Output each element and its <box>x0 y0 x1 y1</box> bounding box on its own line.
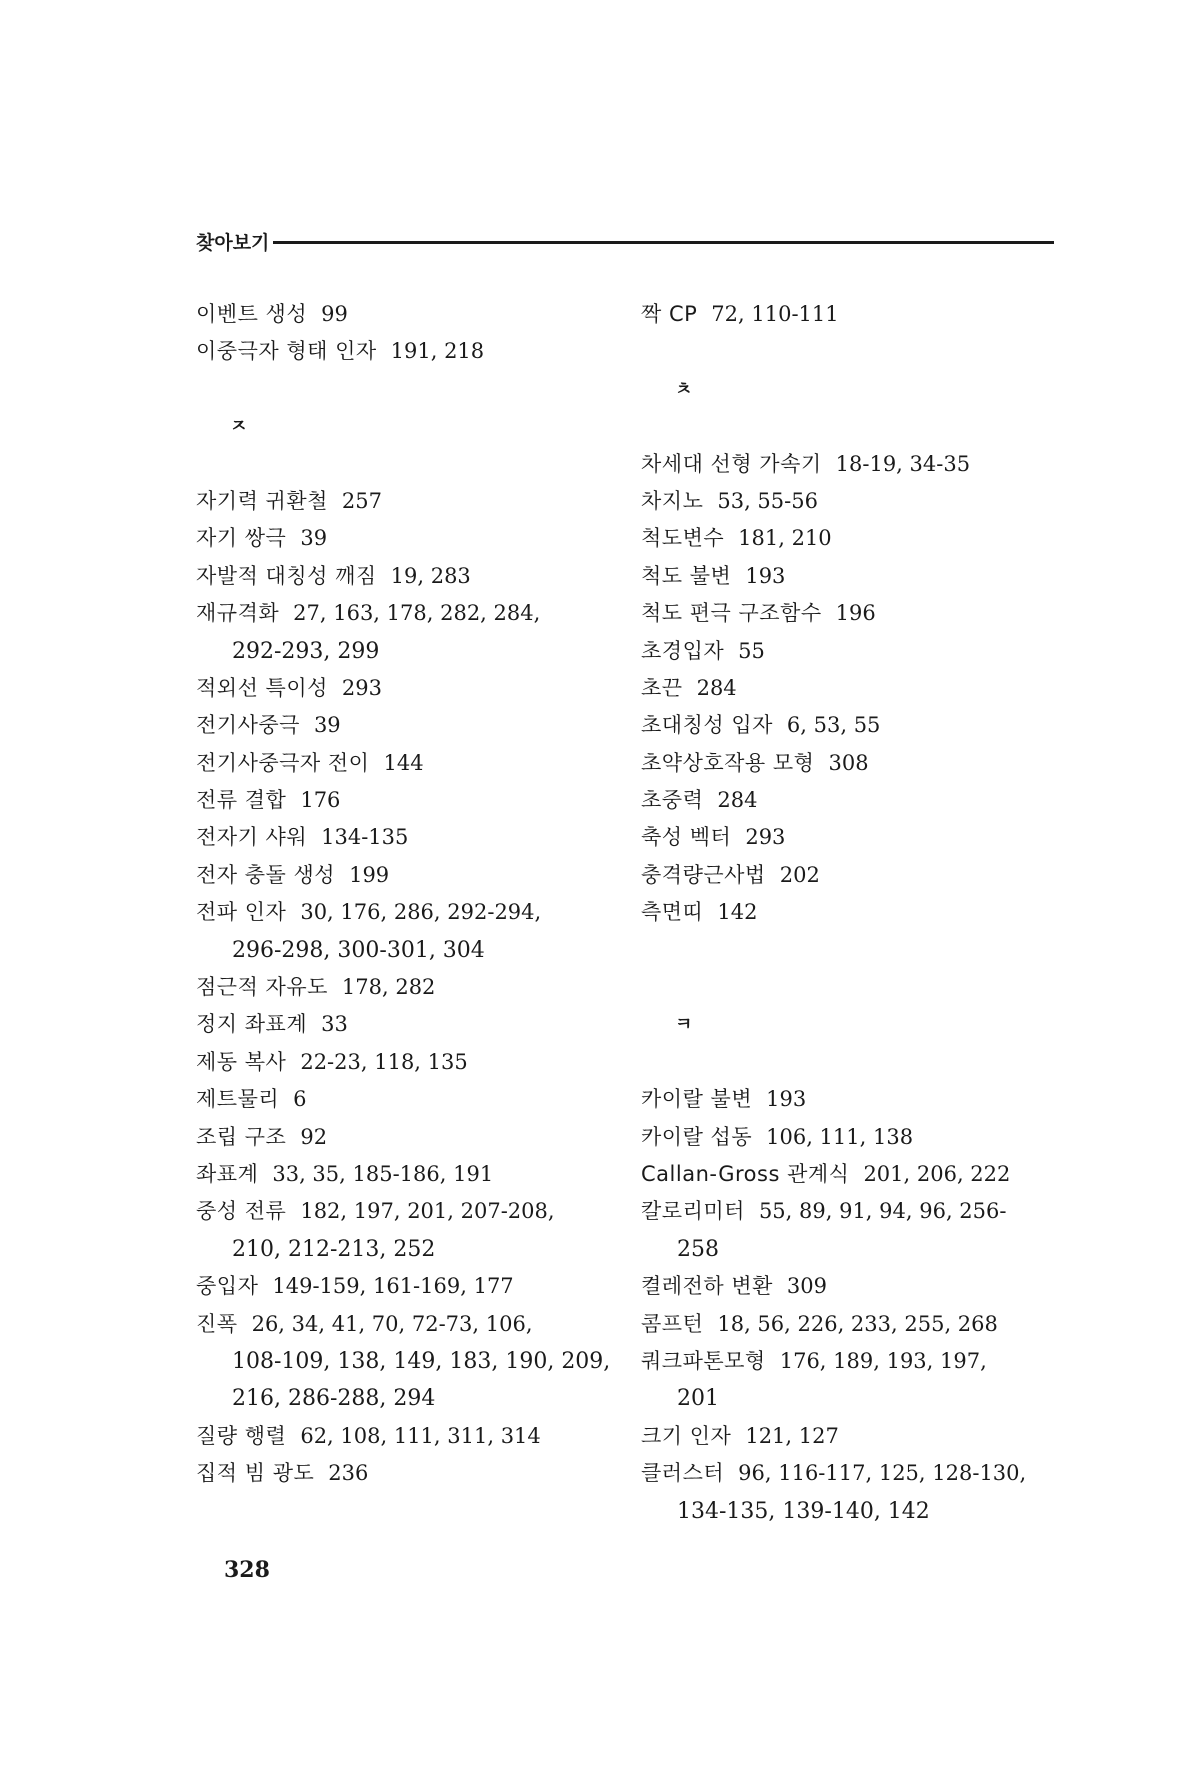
index-entry <box>641 1418 1071 1455</box>
index-term: 짝 CP <box>641 302 698 326</box>
index-page-refs: 96, 116-117, 125, 128-130, <box>738 1461 1027 1486</box>
index-term: 진폭 <box>196 1311 238 1336</box>
index-spacer <box>641 408 1071 445</box>
index-term: 칼로리미터 <box>641 1199 745 1224</box>
index-page-refs: 33 <box>321 1012 348 1037</box>
index-entry-continuation: 296-298, 300-301, 304 <box>232 937 485 963</box>
index-page-refs: 19, 283 <box>390 563 471 588</box>
index-term: 카이랄 섭동 <box>641 1124 753 1149</box>
index-entry <box>196 1193 636 1230</box>
index-entry <box>196 707 636 744</box>
index-page-refs: 176, 189, 193, 197, <box>779 1348 987 1373</box>
index-page-refs: 121, 127 <box>745 1423 839 1448</box>
index-page-refs: 18, 56, 226, 233, 255, 268 <box>717 1311 998 1336</box>
index-term: 축성 벡터 <box>641 825 732 850</box>
index-term: 충격량근사법 <box>641 862 766 887</box>
index-entry <box>196 670 636 707</box>
index-page-refs: 178, 282 <box>341 975 436 1000</box>
index-entry <box>196 1081 636 1118</box>
index-term: 초경입자 <box>641 638 725 663</box>
index-entry <box>641 1119 1071 1156</box>
index-term: 콤프턴 <box>641 1311 704 1336</box>
index-page-refs: 30, 176, 286, 292-294, <box>300 900 542 925</box>
index-entry <box>196 1006 636 1043</box>
index-entry <box>196 745 636 782</box>
index-page-refs: 26, 34, 41, 70, 72-73, 106, <box>251 1311 533 1336</box>
index-page-refs: 6, 53, 55 <box>786 713 881 738</box>
index-entry <box>641 1193 1071 1230</box>
index-page-refs: 309 <box>786 1274 827 1299</box>
index-entry <box>196 296 636 333</box>
index-page-refs: 62, 108, 111, 311, 314 <box>300 1423 541 1448</box>
running-head-label: 찾아보기 <box>196 231 270 254</box>
index-term: 전파 인자 <box>196 900 287 925</box>
index-entry <box>641 558 1071 595</box>
index-entry <box>641 745 1071 782</box>
index-entry <box>641 1156 1071 1193</box>
index-entry <box>641 819 1071 856</box>
index-page-refs: 53, 55-56 <box>717 488 818 513</box>
index-section-letter: ㅈ <box>230 416 248 438</box>
index-term: 점근적 자유도 <box>196 975 328 1000</box>
index-page-refs: 144 <box>383 750 424 775</box>
index-page-refs: 18-19, 34-35 <box>835 451 971 476</box>
index-page-refs: 176 <box>300 788 341 813</box>
index-entry <box>641 1343 1071 1380</box>
index-page-refs: 106, 111, 138 <box>766 1124 914 1149</box>
index-entry <box>196 1119 636 1156</box>
index-term: 질량 행렬 <box>196 1423 287 1448</box>
index-page-refs: 149-159, 161-169, 177 <box>272 1274 514 1299</box>
index-entry <box>196 1306 636 1343</box>
index-term: 재규격화 <box>196 601 280 626</box>
index-page-refs: 202 <box>779 862 820 887</box>
index-entry <box>641 670 1071 707</box>
index-term: 제동 복사 <box>196 1049 287 1074</box>
index-term: 전기사중극자 전이 <box>196 750 370 775</box>
index-term: 이중극자 형태 인자 <box>196 339 377 364</box>
index-term: 전류 결합 <box>196 788 287 813</box>
index-entry <box>196 894 636 931</box>
index-page-refs: 199 <box>349 862 390 887</box>
index-term: 척도 불변 <box>641 563 732 588</box>
index-entry <box>641 1306 1071 1343</box>
index-entry <box>641 446 1071 483</box>
index-page-refs: 293 <box>341 675 382 700</box>
index-page-refs: 182, 197, 201, 207-208, <box>300 1199 555 1224</box>
index-entry <box>196 520 636 557</box>
index-entry-continuation: 108-109, 138, 149, 183, 190, 209, <box>232 1348 611 1374</box>
index-page-refs: 191, 218 <box>390 339 485 364</box>
index-page-refs: 308 <box>828 750 869 775</box>
index-entry <box>196 595 636 632</box>
index-entry <box>196 1455 636 1492</box>
index-page-refs: 27, 163, 178, 282, 284, <box>293 601 541 626</box>
index-entry-continuation: 201 <box>677 1386 719 1412</box>
index-term: 쿼크파톤모형 <box>641 1348 766 1373</box>
index-page-refs: 33, 35, 185-186, 191 <box>272 1161 494 1186</box>
index-term: 중입자 <box>196 1274 259 1299</box>
index-entry <box>641 1081 1071 1118</box>
index-entry <box>641 1268 1071 1305</box>
index-entry <box>196 969 636 1006</box>
index-spacer <box>196 371 636 408</box>
index-spacer <box>641 969 1071 1006</box>
index-term: 카이랄 불변 <box>641 1087 753 1112</box>
index-entry <box>196 819 636 856</box>
index-entry <box>641 483 1071 520</box>
running-head-rule <box>273 241 1054 244</box>
index-page-refs: 99 <box>321 302 348 326</box>
index-term: 크기 인자 <box>641 1423 732 1448</box>
index-entry-continuation: 216, 286-288, 294 <box>232 1386 436 1412</box>
index-entry-continuation: 258 <box>677 1236 719 1262</box>
index-page-refs: 55 <box>738 638 765 663</box>
index-page-refs: 6 <box>293 1087 307 1112</box>
index-page-refs: 134-135 <box>321 825 409 850</box>
index-page-refs: 55, 89, 91, 94, 96, 256- <box>758 1199 1007 1224</box>
index-entry <box>641 633 1071 670</box>
index-page-refs: 284 <box>717 788 758 813</box>
index-term: Callan-Gross 관계식 <box>641 1161 850 1186</box>
index-page-refs: 193 <box>745 563 786 588</box>
index-page-refs: 193 <box>766 1087 807 1112</box>
index-entry <box>641 1455 1071 1492</box>
index-page-refs: 257 <box>341 488 382 513</box>
index-term: 정지 좌표계 <box>196 1012 308 1037</box>
index-term: 초대칭성 입자 <box>641 713 773 738</box>
index-page-refs: 22-23, 118, 135 <box>300 1049 468 1074</box>
index-term: 자기 쌍극 <box>196 526 287 551</box>
index-entry <box>196 558 636 595</box>
index-section-letter: ㅊ <box>675 378 693 400</box>
index-term: 척도 편극 구조함수 <box>641 601 822 626</box>
index-page-refs: 72, 110-111 <box>711 302 839 326</box>
index-term: 척도변수 <box>641 526 725 551</box>
index-entry <box>196 1268 636 1305</box>
index-entry <box>196 857 636 894</box>
index-term: 켤레전하 변환 <box>641 1274 773 1299</box>
index-page-refs: 236 <box>328 1461 369 1486</box>
index-page-refs: 196 <box>835 601 876 626</box>
index-term: 차지노 <box>641 488 704 513</box>
index-term: 초중력 <box>641 788 704 813</box>
index-entry <box>641 782 1071 819</box>
index-entry <box>196 782 636 819</box>
index-term: 중성 전류 <box>196 1199 287 1224</box>
index-entry-continuation: 210, 212-213, 252 <box>232 1236 436 1262</box>
index-term: 좌표계 <box>196 1161 259 1186</box>
index-spacer <box>641 1044 1071 1081</box>
index-term: 전자기 샤워 <box>196 825 308 850</box>
index-entry <box>196 1044 636 1081</box>
index-entry <box>641 520 1071 557</box>
index-entry <box>641 296 1071 333</box>
index-term: 전기사중극 <box>196 713 300 738</box>
index-entry <box>641 707 1071 744</box>
index-term: 초끈 <box>641 675 683 700</box>
index-spacer <box>196 446 636 483</box>
index-entry <box>196 1156 636 1193</box>
index-spacer <box>641 932 1071 969</box>
index-page-refs: 142 <box>717 900 758 925</box>
index-entry <box>641 595 1071 632</box>
running-head <box>196 226 1054 256</box>
index-entry <box>196 1418 636 1455</box>
index-term: 측면띠 <box>641 900 704 925</box>
index-column-left <box>196 296 636 1493</box>
index-term: 제트물리 <box>196 1087 280 1112</box>
index-term: 클러스터 <box>641 1461 725 1486</box>
index-entry <box>641 857 1071 894</box>
index-entry-continuation: 292-293, 299 <box>232 638 380 664</box>
index-term: 전자 충돌 생성 <box>196 862 336 887</box>
index-entry <box>641 894 1071 931</box>
index-page-refs: 92 <box>300 1124 328 1149</box>
index-section-letter: ㅋ <box>675 1014 693 1036</box>
index-term: 이벤트 생성 <box>196 302 308 326</box>
index-page-refs: 293 <box>745 825 786 850</box>
index-page-refs: 39 <box>300 526 328 551</box>
index-entry <box>196 333 636 370</box>
index-term: 조립 구조 <box>196 1124 287 1149</box>
page-number: 328 <box>224 1557 270 1583</box>
index-column-right <box>641 296 1071 1530</box>
index-entry <box>196 483 636 520</box>
index-entry-continuation: 134-135, 139-140, 142 <box>677 1498 930 1524</box>
index-spacer <box>641 333 1071 370</box>
index-page-refs: 181, 210 <box>738 526 832 551</box>
index-page-refs: 201, 206, 222 <box>863 1161 1011 1186</box>
index-page-refs: 39 <box>313 713 341 738</box>
index-term: 적외선 특이성 <box>196 675 328 700</box>
index-term: 집적 빔 광도 <box>196 1461 315 1486</box>
index-term: 초약상호작용 모형 <box>641 750 815 775</box>
index-term: 자기력 귀환철 <box>196 488 328 513</box>
index-term: 차세대 선형 가속기 <box>641 451 822 476</box>
index-term: 자발적 대칭성 깨짐 <box>196 563 377 588</box>
index-page-refs: 284 <box>696 675 737 700</box>
